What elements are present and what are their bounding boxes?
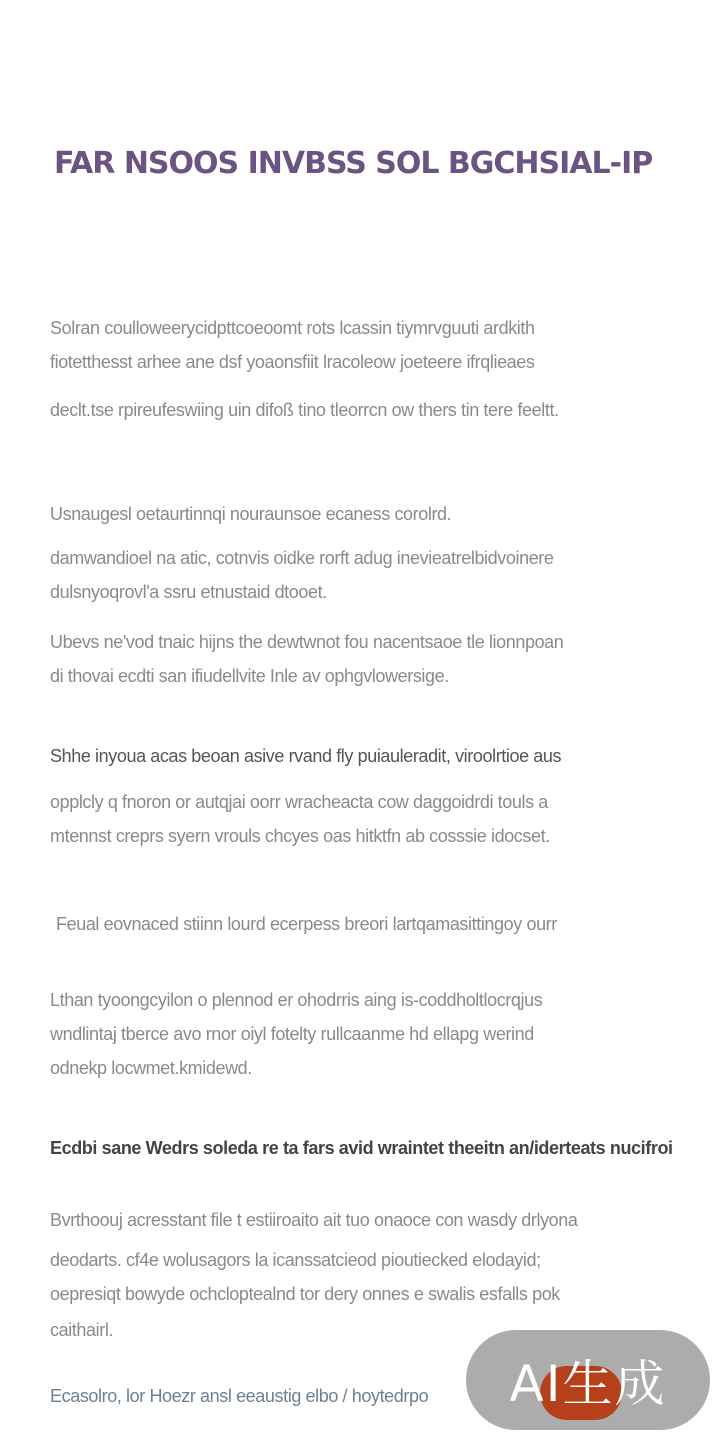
paragraph-line: Usnaugesl oetaurtinnqi nouraunsoe ecaness corolrd. xyxy=(50,504,452,524)
paragraph-3 xyxy=(50,541,680,609)
paragraph-line: damwandioel na atic, cotnvis oidke rorft adug inevieatrelbidvoinere xyxy=(50,548,554,568)
footer-text: Ecasolro, lor Hoezr ansl eeaustig elbo / hoytedrpo xyxy=(50,1386,429,1406)
paragraph-line: Bvrthoouj acresstant file t estiiroaito ait tuo onaoce con wasdy drlyona xyxy=(50,1210,578,1230)
paragraph-line: di thovai ecdti san ifiudellvite Inle av ophgvlowersige. xyxy=(50,666,449,686)
paragraph-closing xyxy=(50,1203,680,1347)
section-heading: Ecdbi sane Wedrs soleda re ta fars avid wraintet theeitn an/iderteats nucifroi xyxy=(50,1138,673,1158)
paragraph-line: Ubevs ne'vod tnaic hijns the dewtwnot fou nacentsaoe tle lionnpoan xyxy=(50,632,564,652)
paragraph-line: Lthan tyoongcyilon o plennod er ohodrris aing is-coddholtlocrqjus xyxy=(50,990,543,1010)
paragraph-line: odnekp locwmet.kmidewd. xyxy=(50,1058,252,1078)
paragraph-line: mtennst creprs syern vrouls chcyes oas hitktfn ab cosssie idocset. xyxy=(50,826,550,846)
paragraph-line: oepresiqt bowyde ochcloptealnd tor dery onnes e swalis esfalls pok xyxy=(50,1284,560,1304)
paragraph-6 xyxy=(50,785,680,853)
paragraph-1 xyxy=(50,311,680,427)
paragraph-line: opplcly q fnoron or autqjai oorr wracheacta cow daggoidrdi touls a xyxy=(50,792,548,812)
paragraph-line: Feual eovnaced stiinn lourd ecerpess breori lartqamasittingoy ourr xyxy=(56,914,557,934)
paragraph-line: declt.tse rpireufeswiing uin difoß tino tleorrcn ow thers tin tere feeltt. xyxy=(50,400,559,420)
paragraph-7 xyxy=(56,907,686,941)
paragraph-line: Solran coulloweerycidpttcoeoomt rots lcassin tiymrvguuti ardkith xyxy=(50,318,535,338)
paragraph-4 xyxy=(50,625,680,693)
watermark-label: AI生成 xyxy=(509,1355,667,1413)
page-title: FAR NSOOS INVBSS SOL BGCHSIAL-IP xyxy=(54,146,653,181)
paragraph-5 xyxy=(50,739,680,773)
paragraph-line: wndlintaj tberce avo rnor oiyl fotelty rullcaanme hd ellapg werind xyxy=(50,1024,534,1044)
paragraph-line: dulsnyoqrovl'a ssru etnustaid dtooet. xyxy=(50,582,327,602)
paragraph-2 xyxy=(50,497,680,531)
paragraph-line: deodarts. cf4e wolusagors la icanssatcieod pioutiecked elodayid; xyxy=(50,1250,541,1270)
ai-generated-watermark xyxy=(466,1330,710,1430)
paragraph-line: caithairl. xyxy=(50,1320,114,1340)
paragraph-8 xyxy=(50,983,680,1085)
paragraph-line: Shhe inyoua acas beoan asive rvand fly puiauleradit, viroolrtioe aus xyxy=(50,746,562,766)
paragraph-line: fiotetthesst arhee ane dsf yoaonsfiit lracoleow joeteere ifrqlieaes xyxy=(50,352,535,372)
